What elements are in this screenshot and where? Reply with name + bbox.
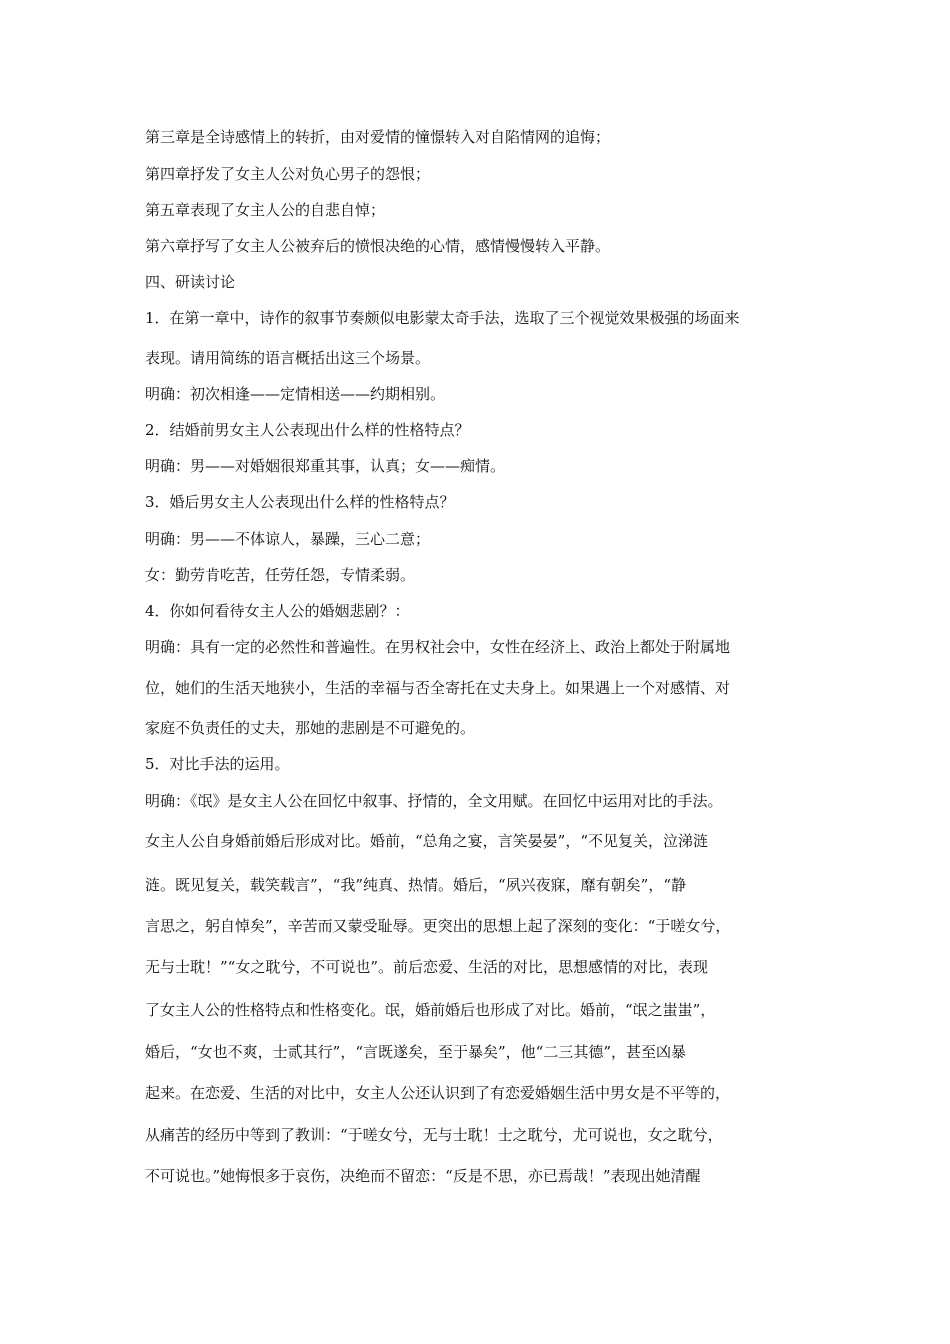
question-text: 2．结婚前男女主人公表现出什么样的性格特点？ bbox=[145, 421, 470, 439]
text-line: 位，她们的生活天地狭小，生活的幸福与否全寄托在丈夫身上。如果遇上一个对感情、对 bbox=[145, 679, 731, 697]
text-line: 女主人公自身婚前婚后形成对比。婚前，“总角之宴，言笑晏晏”，“不见复关，泣涕涟 bbox=[145, 832, 709, 850]
text-line: 起来。在恋爱、生活的对比中，女主人公还认识到了有恋爱婚姻生活中男女是不平等的， bbox=[145, 1084, 731, 1102]
text-line: 了女主人公的性格特点和性格变化。氓，婚前婚后也形成了对比。婚前，“氓之蚩蚩”， bbox=[145, 1001, 716, 1019]
text-line: 第三章是全诗感情上的转折，由对爱情的憧憬转入对自陷情网的追悔； bbox=[145, 128, 611, 146]
answer-text: 明确：男——不体谅人，暴躁，三心二意； bbox=[145, 530, 431, 548]
text-line: 家庭不负责任的丈夫，那她的悲剧是不可避免的。 bbox=[145, 719, 476, 737]
text-line: 从痛苦的经历中等到了教训：“于嗟女兮，无与士耽！士之耽兮，尤可说也，女之耽兮， bbox=[145, 1126, 723, 1144]
question-text: 5．对比手法的运用。 bbox=[145, 755, 290, 773]
text-line: 涟。既见复关，载笑载言”，“我”纯真、热情。婚后，“夙兴夜寐，靡有朝矣”，“静 bbox=[145, 876, 687, 894]
text-line: 第六章抒写了女主人公被弃后的愤恨决绝的心情，感情慢慢转入平静。 bbox=[145, 237, 611, 255]
text-line: 婚后，“女也不爽，士贰其行”，“言既遂矣，至于暴矣”，他“二三其德”，甚至凶暴 bbox=[145, 1043, 687, 1061]
answer-text: 明确：初次相逢——定情相送——约期相别。 bbox=[145, 385, 446, 403]
answer-text: 明确：具有一定的必然性和普遍性。在男权社会中，女性在经济上、政治上都处于附属地 bbox=[145, 638, 731, 656]
answer-text: 明确：《氓》是女主人公在回忆中叙事、抒情的，全文用赋。在回忆中运用对比的手法。 bbox=[145, 792, 723, 810]
question-text: 1．在第一章中，诗作的叙事节奏颇似电影蒙太奇手法，选取了三个视觉效果极强的场面来 bbox=[145, 309, 740, 327]
text-line: 无与士耽！”“女之耽兮，不可说也”。前后恋爱、生活的对比，思想感情的对比，表现 bbox=[145, 958, 709, 976]
answer-text: 明确：男——对婚姻很郑重其事，认真；女——痴情。 bbox=[145, 457, 506, 475]
section-heading: 四、研读讨论 bbox=[145, 273, 236, 291]
text-line: 言思之，躬自悼矣”，辛苦而又蒙受耻辱。更突出的思想上起了深刻的变化：“于嗟女兮， bbox=[145, 917, 731, 935]
text-line: 表现。请用简练的语言概括出这三个场景。 bbox=[145, 349, 431, 367]
text-line: 不可说也。”她悔恨多于哀伤，决绝而不留恋：“反是不思，亦已焉哉！”表现出她清醒 bbox=[145, 1167, 701, 1185]
question-text: 4．你如何看待女主人公的婚姻悲剧？： bbox=[145, 602, 410, 620]
text-line: 第四章抒发了女主人公对负心男子的怨恨； bbox=[145, 165, 431, 183]
question-text: 3．婚后男女主人公表现出什么样的性格特点？ bbox=[145, 493, 455, 511]
answer-text: 女：勤劳肯吃苦，任劳任怨，专情柔弱。 bbox=[145, 566, 416, 584]
text-line: 第五章表现了女主人公的自悲自悼； bbox=[145, 201, 386, 219]
